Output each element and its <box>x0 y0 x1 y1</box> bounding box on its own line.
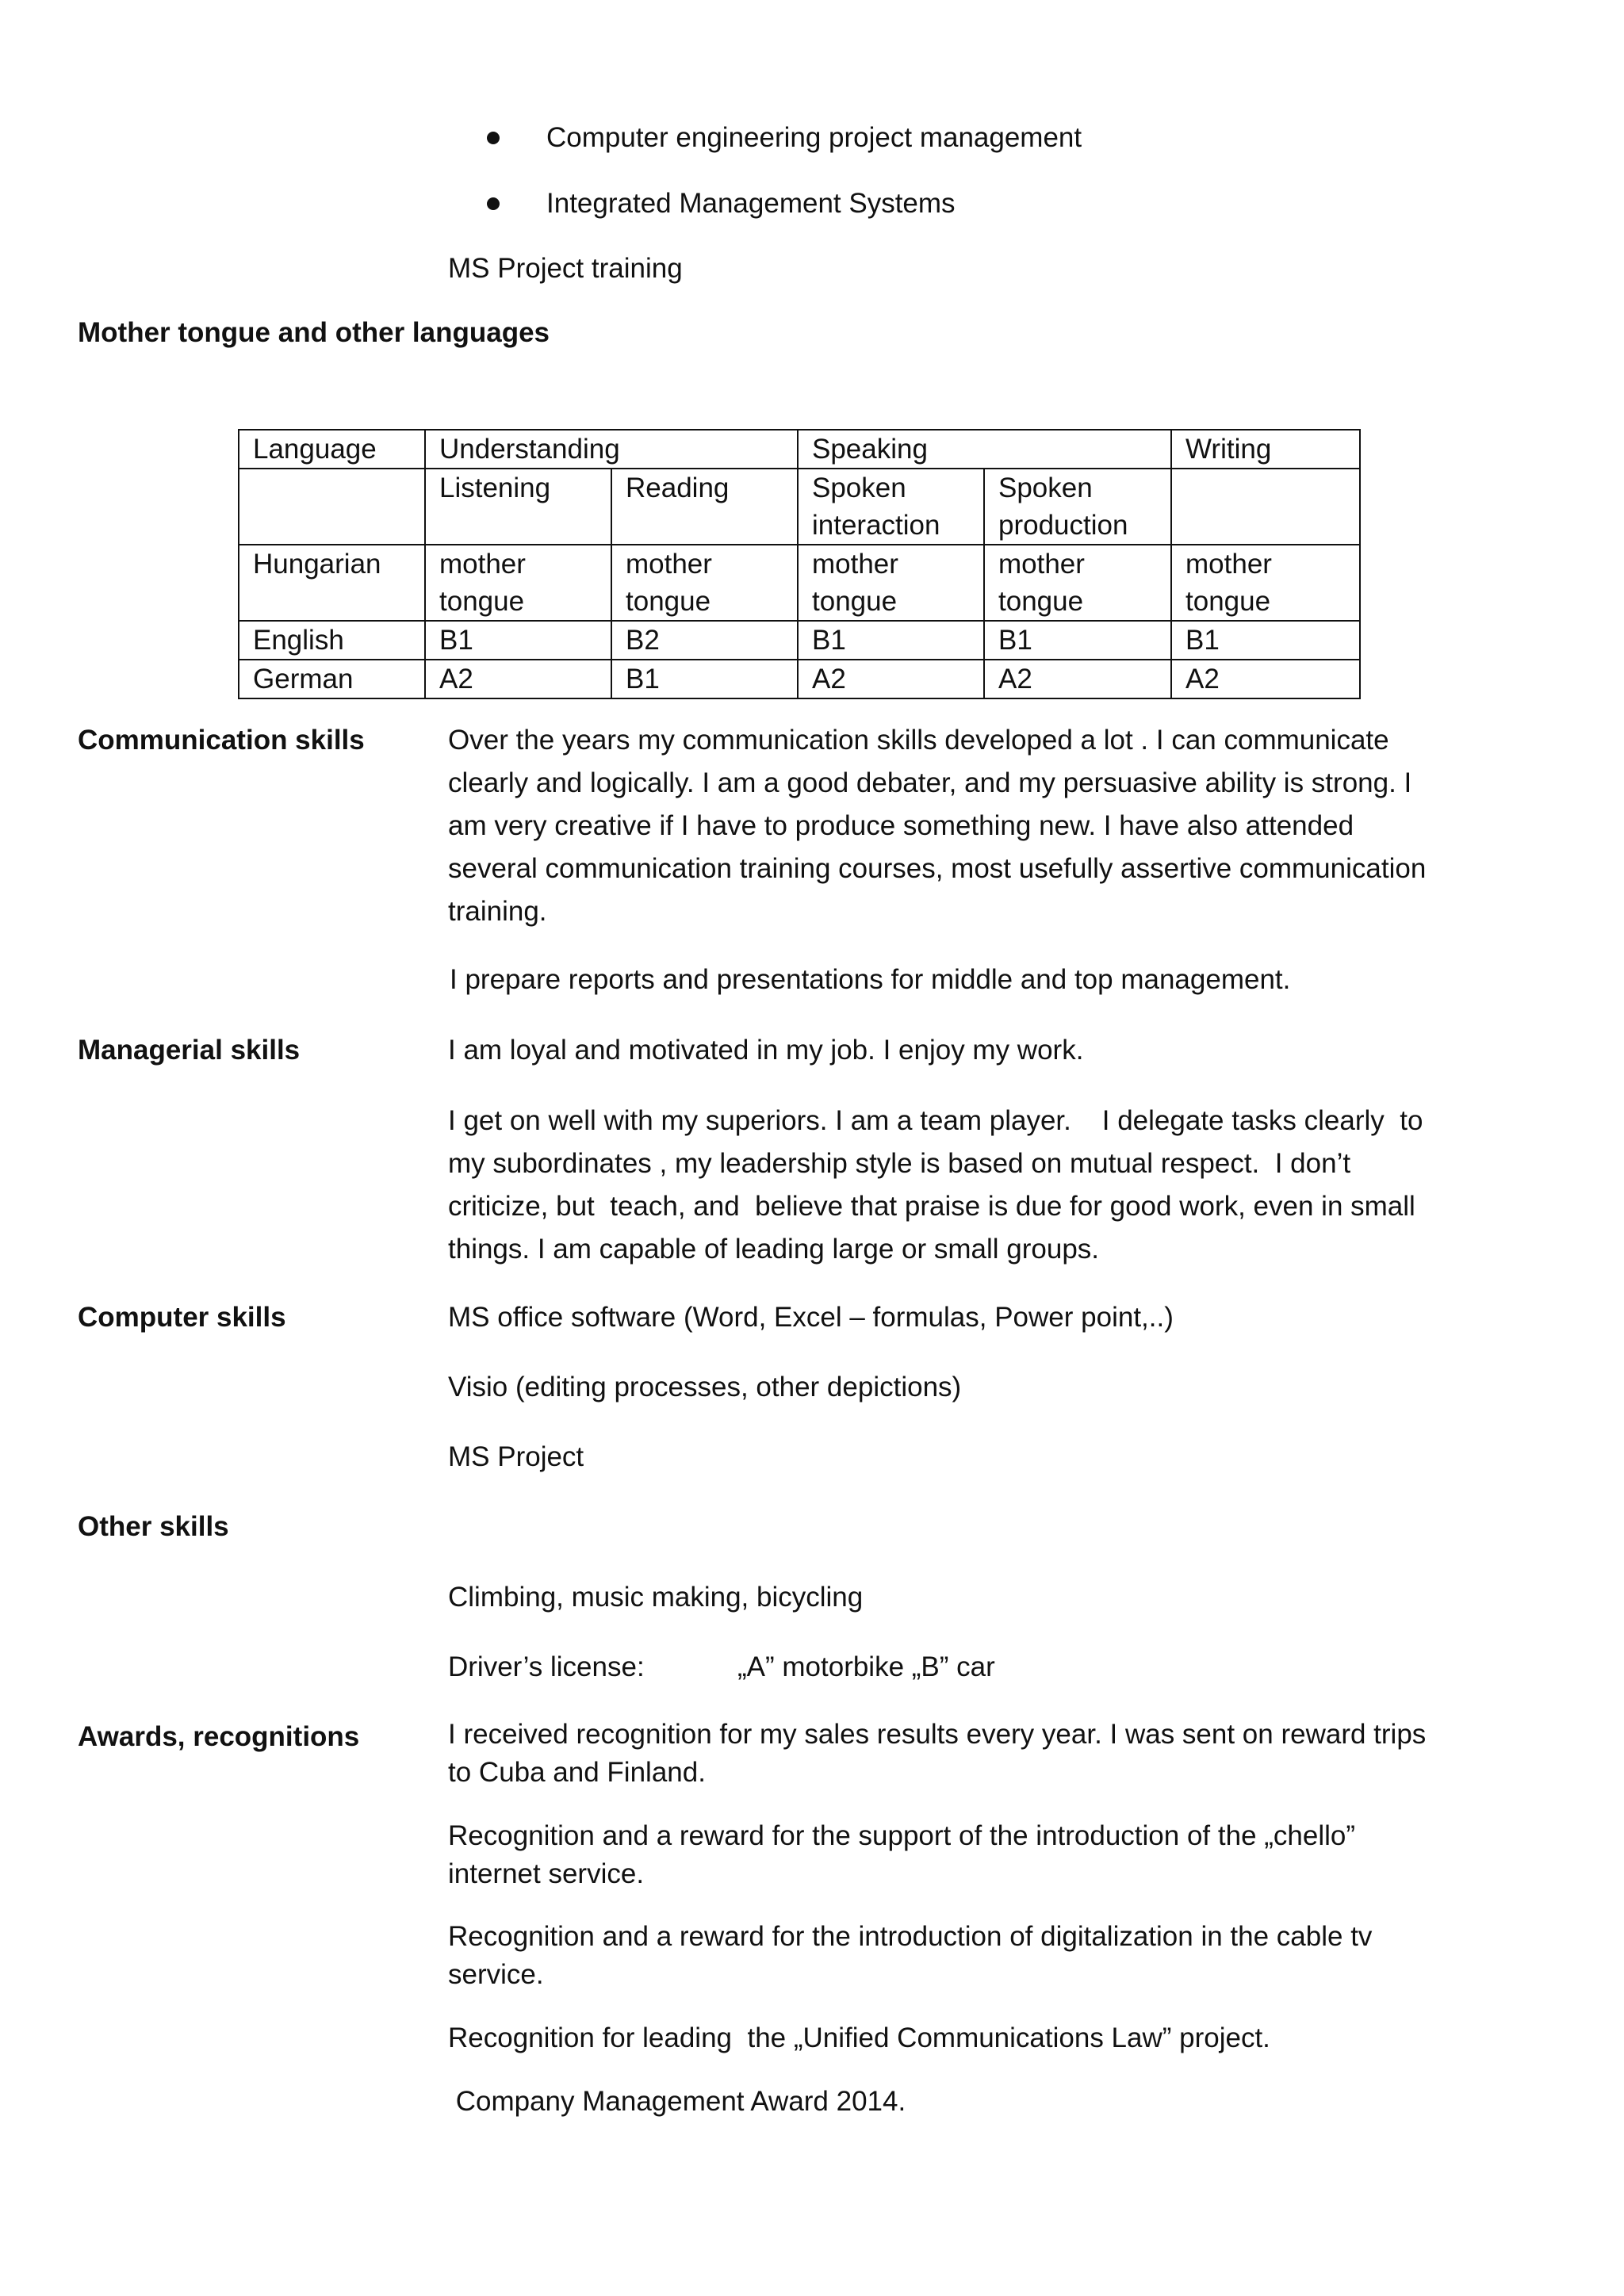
table-cell: A2 <box>425 660 611 698</box>
hobbies-line: Climbing, music making, bicycling <box>448 1582 864 1613</box>
table-cell <box>1171 469 1360 545</box>
subheader-listening: Listening <box>425 469 611 545</box>
table-cell: B1 <box>611 660 798 698</box>
table-subheader-row <box>239 469 1360 545</box>
subheader-spoken-interaction: Spoken interaction <box>798 469 984 545</box>
table-cell: B1 <box>1171 621 1360 660</box>
computer-skill-item: MS office software (Word, Excel – formulas, Power point,..) <box>448 1302 1174 1333</box>
communication-reports-line: I prepare reports and presentations for middle and top management. <box>450 964 1291 995</box>
communication-skills-label: Communication skills <box>78 725 365 756</box>
table-cell <box>239 469 425 545</box>
award-item <box>448 2019 1447 2057</box>
table-cell: A2 <box>798 660 984 698</box>
table-row <box>239 621 1360 660</box>
text-line: several communication training courses, most usefully assertive communication <box>448 853 1427 884</box>
license-value: „A” motorbike „B” car <box>737 1651 995 1682</box>
text-line: service. <box>448 1959 544 1990</box>
text-line: clearly and logically. I am a good debater, and my persuasive ability is strong. I <box>448 767 1412 798</box>
bullet-item: Computer engineering project management <box>546 122 1082 153</box>
award-item <box>448 1817 1447 1893</box>
awards-label: Awards, recognitions <box>78 1721 360 1752</box>
text-line: to Cuba and Finland. <box>448 1757 706 1788</box>
computer-skill-item: Visio (editing processes, other depictions) <box>448 1372 962 1402</box>
header-writing: Writing <box>1171 430 1360 469</box>
subheader-spoken-production: Spoken production <box>984 469 1171 545</box>
text-line: Over the years my communication skills developed a lot . I can communicate <box>448 725 1389 756</box>
license-label: Driver’s license: <box>448 1651 645 1682</box>
text-line: internet service. <box>448 1858 645 1889</box>
table-header-row <box>239 430 1360 469</box>
table-cell: mother tongue <box>798 545 984 621</box>
bullet-item: Integrated Management Systems <box>546 188 956 219</box>
table-cell: A2 <box>1171 660 1360 698</box>
text-line: Company Management Award 2014. <box>448 2086 906 2117</box>
table-cell: B1 <box>984 621 1171 660</box>
table-cell: mother tongue <box>611 545 798 621</box>
table-cell: B2 <box>611 621 798 660</box>
managerial-line: I am loyal and motivated in my job. I enjoy my work. <box>448 1035 1084 1066</box>
text-line: am very creative if I have to produce something new. I have also attended <box>448 810 1354 841</box>
text-line: Recognition and a reward for the introduction of digitalization in the cable tv <box>448 1921 1373 1952</box>
computer-skill-item: MS Project <box>448 1441 584 1472</box>
table-cell: B1 <box>798 621 984 660</box>
bullet-icon <box>487 132 500 144</box>
table-cell: German <box>239 660 425 698</box>
computer-skills-label: Computer skills <box>78 1302 286 1333</box>
managerial-paragraph <box>448 1100 1447 1271</box>
table-cell: mother tongue <box>1171 545 1360 621</box>
table-cell: A2 <box>984 660 1171 698</box>
language-table <box>238 429 1361 699</box>
header-speaking: Speaking <box>798 430 1171 469</box>
header-understanding: Understanding <box>425 430 798 469</box>
subheader-reading: Reading <box>611 469 798 545</box>
managerial-skills-label: Managerial skills <box>78 1035 301 1066</box>
table-cell: mother tongue <box>425 545 611 621</box>
award-item <box>448 1918 1447 1994</box>
text-line: Recognition and a reward for the support of the introduction of the „chello” <box>448 1820 1356 1851</box>
text-line: I get on well with my superiors. I am a team player. I delegate tasks clearly to <box>448 1105 1423 1136</box>
text-line: Recognition for leading the „Unified Communications Law” project. <box>448 2022 1270 2053</box>
table-cell: Hungarian <box>239 545 425 621</box>
table-cell: English <box>239 621 425 660</box>
text-line: my subordinates , my leadership style is based on mutual respect. I don’t <box>448 1148 1351 1179</box>
table-row <box>239 660 1360 698</box>
text-line: things. I am capable of leading large or small groups. <box>448 1234 1100 1265</box>
award-item <box>448 1716 1447 1792</box>
text-line: training. <box>448 896 547 927</box>
table-cell: mother tongue <box>984 545 1171 621</box>
bullet-icon <box>487 197 500 210</box>
table-row <box>239 545 1360 621</box>
communication-paragraph <box>448 719 1447 933</box>
text-line: I received recognition for my sales results every year. I was sent on reward trips <box>448 1719 1427 1750</box>
award-item <box>448 2083 1447 2121</box>
other-skills-label: Other skills <box>78 1511 229 1542</box>
languages-heading: Mother tongue and other languages <box>78 317 550 348</box>
text-line: criticize, but teach, and believe that praise is due for good work, even in small <box>448 1191 1415 1222</box>
training-line: MS Project training <box>448 253 683 284</box>
table-cell: B1 <box>425 621 611 660</box>
header-language: Language <box>239 430 425 469</box>
